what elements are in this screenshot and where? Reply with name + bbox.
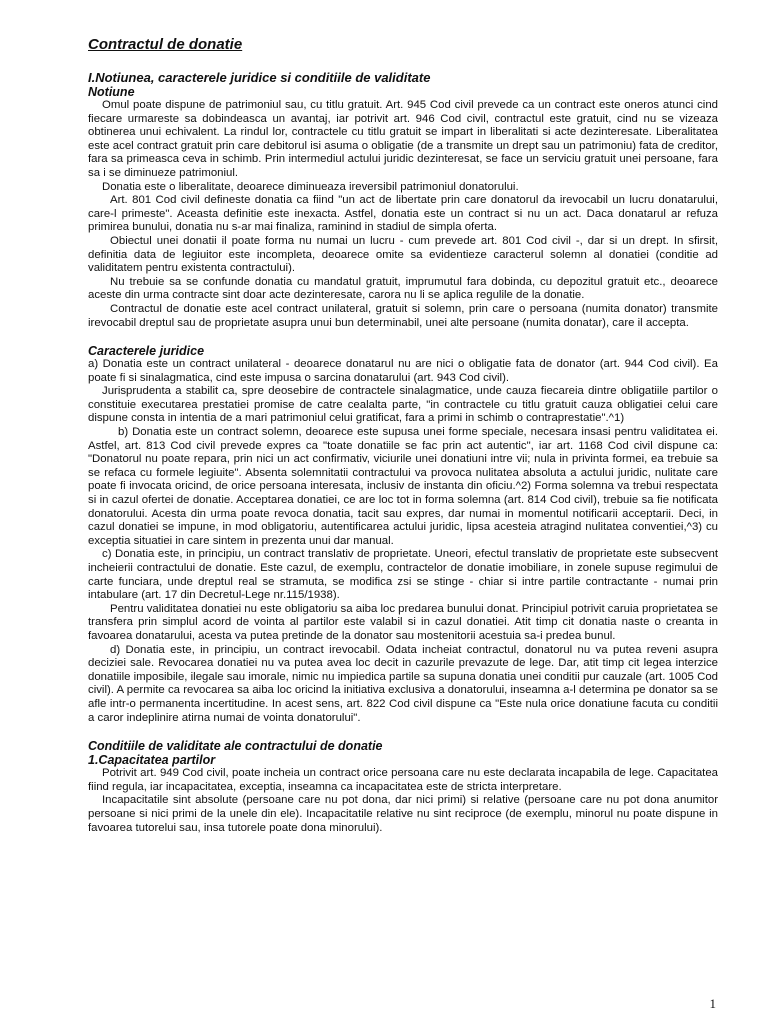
section-title: Caracterele juridice (88, 344, 205, 359)
spacer (88, 725, 718, 739)
paragraph: Art. 801 Cod civil defineste donatia ca fiind "un act de libertate prin care donatorul da irevocabil un lucru donatarului, care-l primeste". Aceasta definitie este inexacta. Astfel, donatia este un contract si nu un act. Daca donatarul ar refuza primirea bunului, donatia nu s-ar mai finaliza, raminind in stadiul de simpla oferta. (88, 194, 718, 234)
paragraph: Pentru validitatea donatiei nu este obligatoriu sa aiba loc predarea bunului donat. Principiul potrivit caruia proprietatea se transfera prin simplul acord de vointa al partilor este valabil si in cazul donatiei. Atit timp cit donatia naste o creanta in favoarea donatarului, acesta va putea pretinde de la donator sau mostenitorii acestuia sa-i predea bunul. (88, 602, 718, 642)
page-number: 1 (709, 996, 716, 1011)
paragraph: d) Donatia este, in principiu, un contract irevocabil. Odata incheiat contractul, donatorul nu va putea reveni asupra deciziei sale. Revocarea donatiei nu va putea avea loc decit in cazurile prevazute de lege. Dar, atit timp cit legea interzice donatiile imposibile, ilegale sau imorale, nimic nu impiedica partile sa supuna donatia unei conditii pur cauzale (art. 1005 Cod civil). A permite ca revocarea sa aiba loc oricind la initiativa exclusiva a donatorului, inseamna a-l determina pe donator sa se afle intr-o permanenta incertitudine. In acest sens, art. 822 Cod civil dispune ca "Este nula orice donatiune facuta cu conditii a caror indeplinire atirna numai de vointa donatorului". (88, 643, 718, 724)
subsection-title: Notiune (88, 85, 135, 99)
section-title: Conditiile de validitate ale contractului de donatie (88, 739, 383, 754)
paragraph: Jurisprudenta a stabilit ca, spre deosebire de contractele sinalagmatice, unde cauza fiecareia dintre obligatiile partilor o constituie executarea prestatiei promise de catre cealalta parte, "in contractele cu titlu gratuit cauza obligatiei celui care dispune consta in intentia de a mari patrimoniul celui gratificat, fara a primi in schimb o contraprestatie".^1) (88, 385, 718, 425)
paragraph: c) Donatia este, in principiu, un contract translativ de proprietate. Uneori, efectul translativ de proprietate este subsecvent incheierii contractului de donatie. Este cazul, de exemplu, contractelor de donatie imobiliare, in zonele supuse regimului de carte funciara, unde dreptul real se stramuta, se modifica zsi se stinge - chiar si intre partile contractante - numai prin intabulare (art. 17 din Decretul-Lege nr.115/1938). (88, 548, 718, 602)
paragraph: Potrivit art. 949 Cod civil, poate incheia un contract orice persoana care nu este declarata incapabila de lege. Capacitatea fiind regula, iar incapacitatea, exceptia, inseamna ca incapacitatea este de stricta interpretare. (88, 767, 718, 793)
paragraph: b) Donatia este un contract solemn, deoarece este supusa unei forme speciale, necesara insasi pentru validitatea ei. Astfel, art. 813 Cod civil prevede expres ca "toate donatiile se fac prin act autentic", iar art. 1168 Cod civil dispune ca: "Donatorul nu poate repara, prin nici un act confirmativ, viciurile unei donatiuni intre vii; nula in privinta formei, ea trebuie sa se refaca cu formele legiuite". Absenta solemnitatii contractului va provoca nulitatea absoluta a actului juridic, nulitate care poate fi invocata oricind, de orice persoana interesata, inclusiv de instanta din oficiu.^2) Forma solemna va trebui respectata si in cazul ofertei de donatie. Acceptarea donatiei, ce are loc tot in forma solemna (art. 814 Cod civil), trebuie sa fie notificata donatorului. Acesta din urma poate revoca donatia, tacit sau expres, dar numai in momentul notificarii acceptarii. Deci, in cazul donatiei se impune, in mod obligatoriu, autentificarea actului juridic, lipsa acesteia atragind nulitatea conventiei,^3) cu exceptia situatiei in care sintem in prezenta unui dar manual. (88, 426, 718, 547)
spacer (88, 330, 718, 344)
paragraph: Nu trebuie sa se confunde donatia cu mandatul gratuit, imprumutul fara dobinda, cu depozitul gratuit etc., deoarece aceste din urma contracte sint doar acte dezinteresate, carora nu li se aplica regulile de la donatie. (88, 275, 718, 302)
paragraph: a) Donatia este un contract unilateral - deoarece donatarul nu are nici o obligatie fata de donator (art. 944 Cod civil). Ea poate fi si sinalagmatica, cind este impusa o sarcina donatarului (art. 943 Cod civil). (88, 358, 718, 384)
paragraph: Obiectul unei donatii il poate forma nu numai un lucru - cum prevede art. 801 Cod civil -, dar si un drept. In sfirsit, definitia data de legiuitor este incompleta, deoarece omite sa evidentieze caracterul solemn al donatiei (conditie ad validitatem pentru existenta contractului). (88, 234, 718, 275)
paragraph: Incapacitatile sint absolute (persoane care nu pot dona, dar nici primi) si relative (persoane care nu pot dona anumitor persoane si nici primi de la unele din ele). Incapacitatile relative nu sint reciproce (de exemplu, minorul nu poate dispune in favoarea tutorelui sau, insa tutorele poate dona minorului). (88, 794, 718, 834)
paragraph: Contractul de donatie este acel contract unilateral, gratuit si solemn, prin care o persoana (numita donator) transmite irevocabil dreptul sau de proprietate asupra unui bun determinabil, unei alte persoane (numita donatar), care il accepta. (88, 302, 718, 329)
paragraph: Donatia este o liberalitate, deoarece diminueaza ireversibil patrimoniul donatorului. (102, 180, 519, 193)
document-title: Contractul de donatie (88, 36, 243, 53)
subsection-title: 1.Capacitatea partilor (88, 753, 216, 768)
paragraph: Omul poate dispune de patrimoniul sau, cu titlu gratuit. Art. 945 Cod civil prevede ca un contract este oneros atunci cind fiecare urmareste sa dobindeasca un avantaj, iar potrivit art. 946 Cod civil, contractul este gratuit, cind nu se vizeaza obtinerea unui echivalent. La rindul lor, contractele cu titlu gratuit se impart in liberalitati si acte dezinteresate. Liberalitatea este acel contract gratuit prin care debitorul isi asuma o obligatie (de a transmite un drept sau un patrimoniu) fata de creditor, fara sa primeasca ceva in schimb. Prin intermediul actului juridic dezinteresat, se face un serviciu gratuit unei persoane, fara sa i se diminueze patrimoniul. (88, 99, 718, 179)
section-title: I.Notiunea, caracterele juridice si conditiile de validitate (88, 70, 431, 85)
